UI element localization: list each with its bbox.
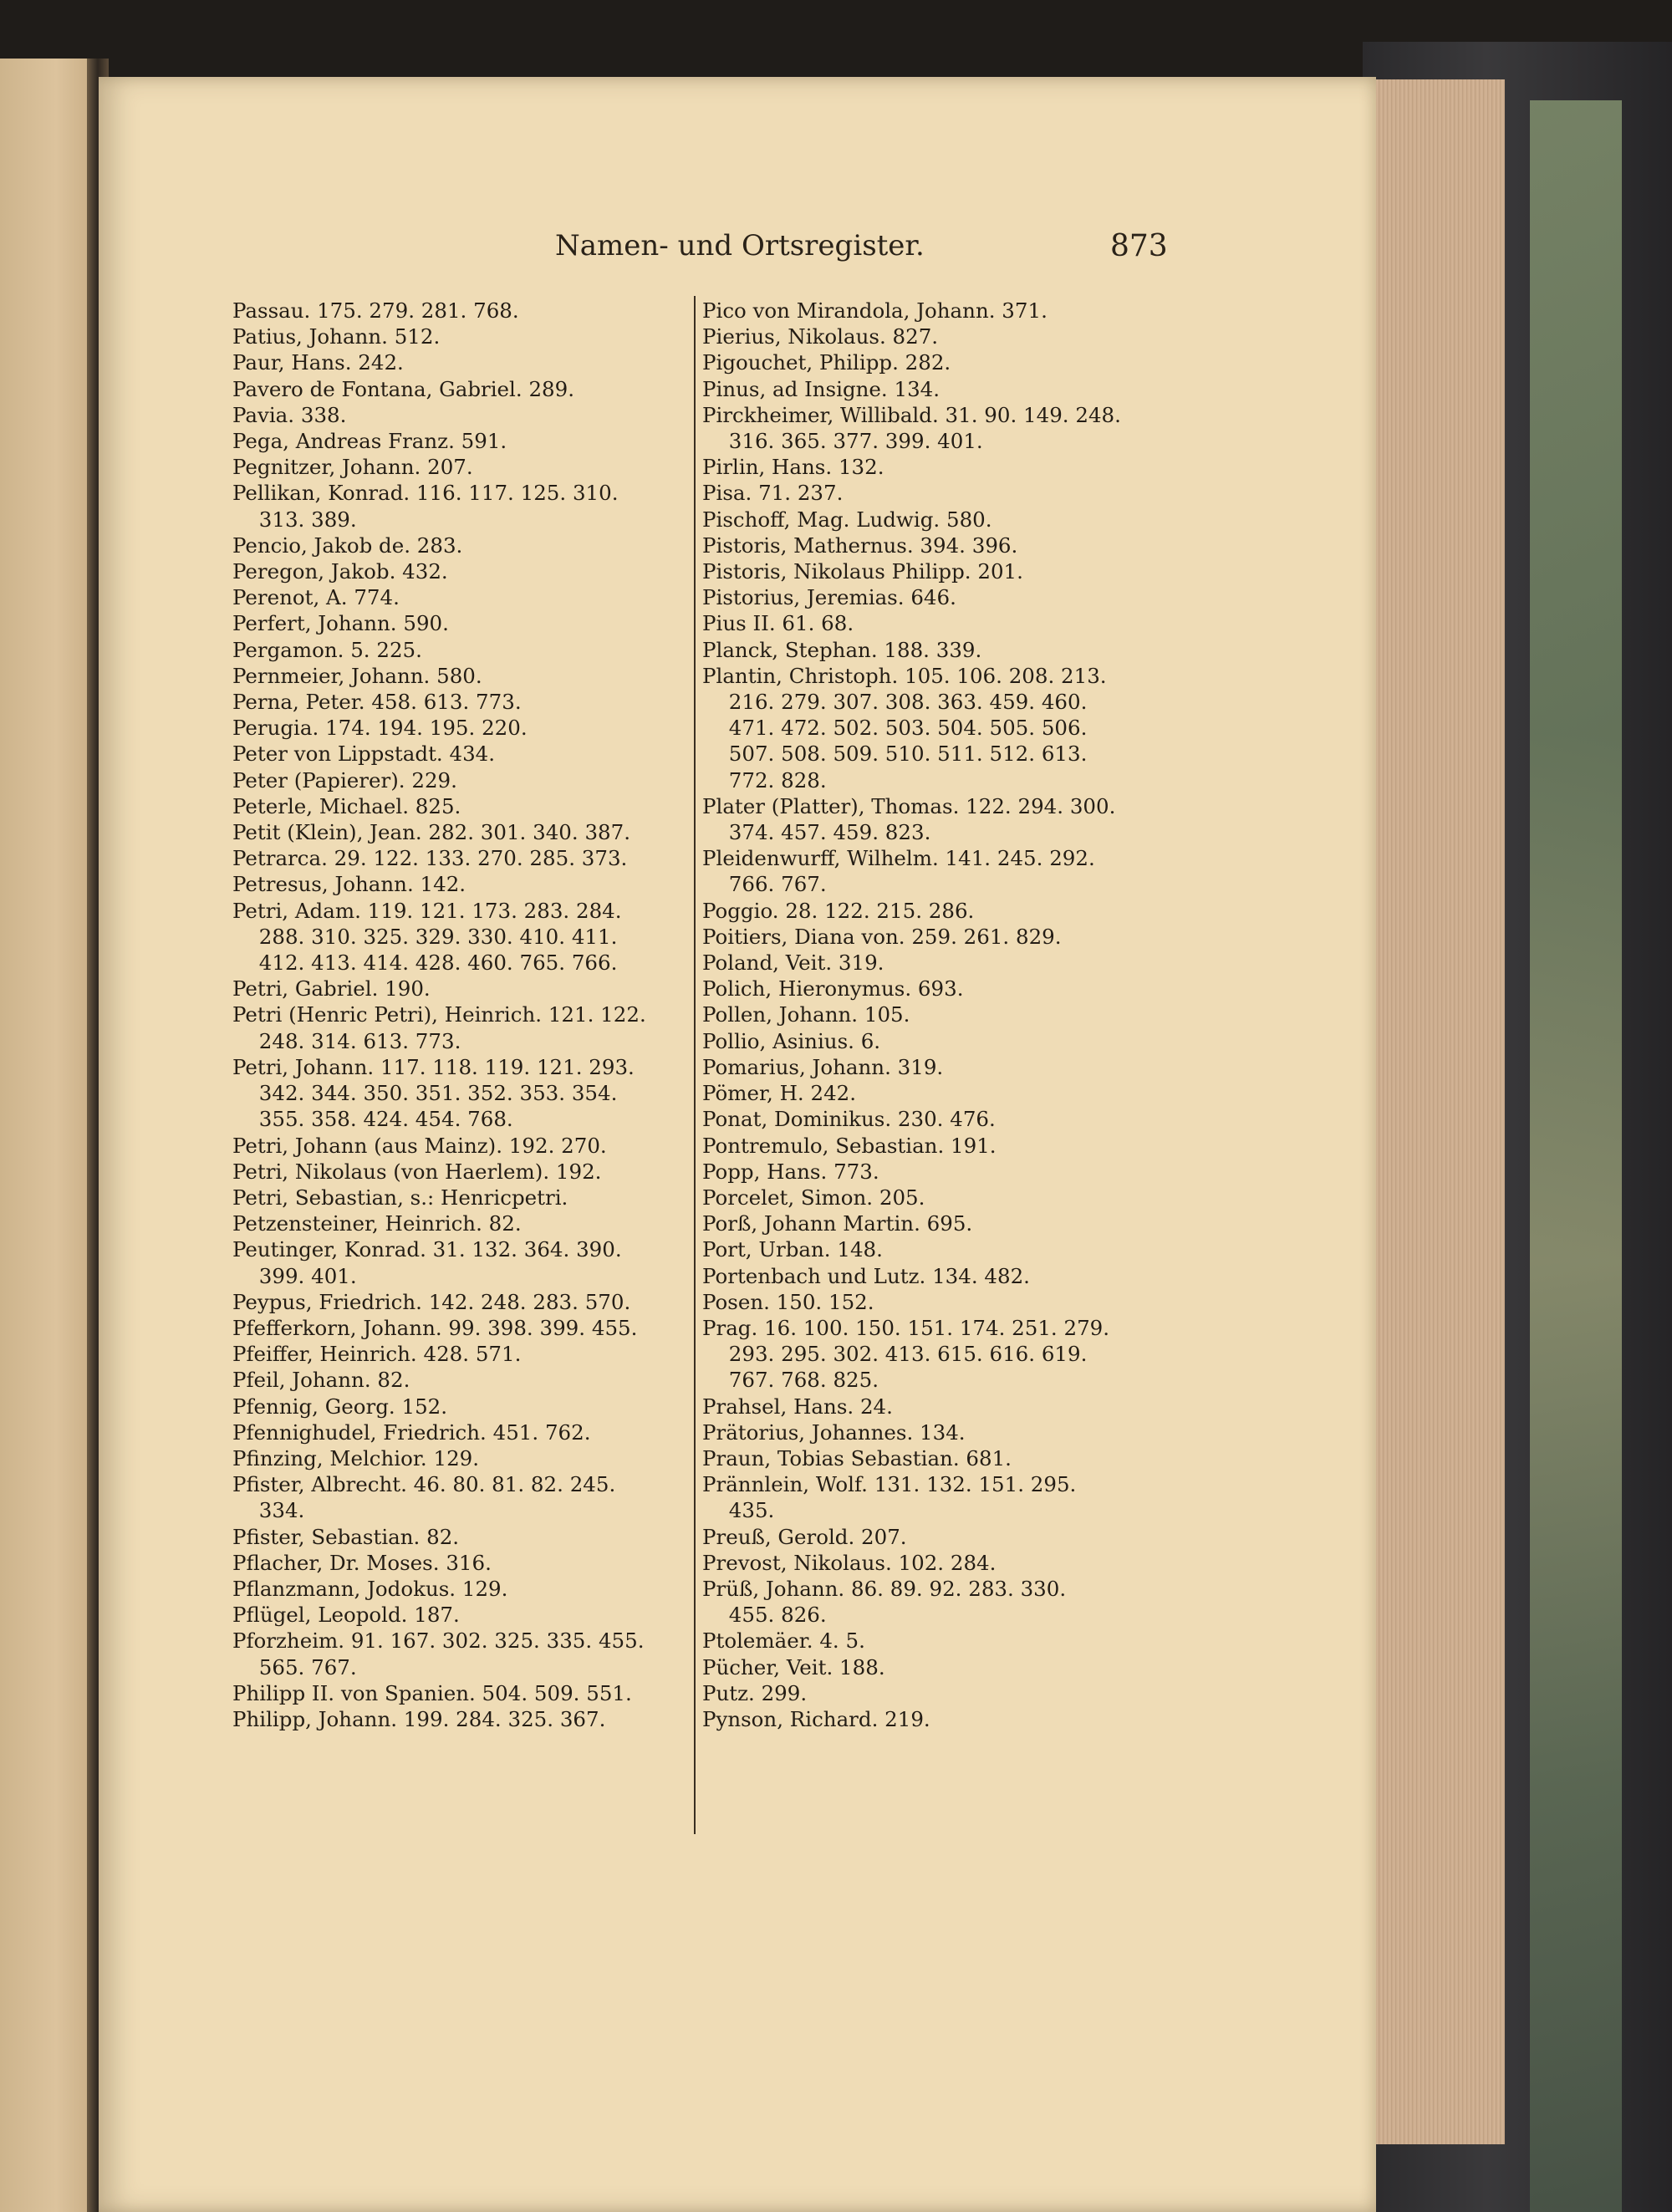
- index-entry: Pico von Mirandola, Johann. 371.: [702, 298, 1048, 323]
- index-entry: Perna, Peter. 458. 613. 773.: [232, 690, 522, 715]
- right-index-column: [702, 298, 1187, 1732]
- index-entry: Pfinzing, Melchior. 129.: [232, 1445, 480, 1470]
- index-entry: Pavia. 338.: [232, 402, 347, 427]
- index-entry: Petresus, Johann. 142.: [232, 872, 466, 897]
- index-entry: Petri, Johann. 117. 118. 119. 121. 293. 342. 344. 350. 351. 352. 353. 354. 355. 358. 424. 454. 768.: [232, 1054, 635, 1132]
- index-entry: Pernmeier, Johann. 580.: [232, 663, 482, 688]
- index-entry: Porcelet, Simon. 205.: [702, 1185, 925, 1210]
- index-entry: Petri, Adam. 119. 121. 173. 283. 284. 288. 310. 325. 329. 330. 410. 411. 412. 413. 414. 428. 460. 765. 766.: [232, 898, 622, 976]
- index-entry: Petit (Klein), Jean. 282. 301. 340. 387.: [232, 820, 630, 845]
- index-entry: Pistorius, Jeremias. 646.: [702, 585, 956, 610]
- index-entry: Pirckheimer, Willibald. 31. 90. 149. 248. 316. 365. 377. 399. 401.: [702, 402, 1121, 454]
- left-index-column: [232, 298, 717, 1732]
- index-entry: Pfefferkorn, Johann. 99. 398. 399. 455.: [232, 1315, 638, 1340]
- index-entry: Posen. 150. 152.: [702, 1289, 874, 1314]
- index-entry: Pflügel, Leopold. 187.: [232, 1603, 460, 1628]
- page-number: 873: [1110, 229, 1168, 263]
- index-entry: Pierius, Nikolaus. 827.: [702, 324, 939, 349]
- index-entry: Pflanzmann, Jodokus. 129.: [232, 1576, 508, 1601]
- index-entry: Pfister, Albrecht. 46. 80. 81. 82. 245. 334.: [232, 1472, 616, 1523]
- index-entry: Prännlein, Wolf. 131. 132. 151. 295. 435.: [702, 1472, 1077, 1523]
- index-entry: Peter von Lippstadt. 434.: [232, 742, 496, 767]
- index-entry: Pomarius, Johann. 319.: [702, 1054, 944, 1079]
- index-entry: Porß, Johann Martin. 695.: [702, 1211, 973, 1236]
- index-entry: Pellikan, Konrad. 116. 117. 125. 310. 313. 389.: [232, 481, 619, 532]
- index-entry: Prätorius, Johannes. 134.: [702, 1419, 966, 1445]
- index-entry: Pfennig, Georg. 152.: [232, 1394, 448, 1419]
- index-entry: Petzensteiner, Heinrich. 82.: [232, 1211, 522, 1236]
- index-entry: Pega, Andreas Franz. 591.: [232, 429, 507, 454]
- index-entry: Pegnitzer, Johann. 207.: [232, 455, 473, 480]
- index-entry: Ptolemäer. 4. 5.: [702, 1628, 865, 1654]
- index-entry: Poggio. 28. 122. 215. 286.: [702, 898, 975, 923]
- column-divider: [694, 296, 696, 1834]
- index-entry: Putz. 299.: [702, 1680, 808, 1705]
- index-entry: Plater (Platter), Thomas. 122. 294. 300. 374. 457. 459. 823.: [702, 793, 1116, 845]
- book-page: [99, 77, 1376, 2212]
- index-entry: Ponat, Dominikus. 230. 476.: [702, 1107, 996, 1132]
- index-entry: Pücher, Veit. 188.: [702, 1654, 885, 1679]
- index-entry: Polich, Hieronymus. 693.: [702, 976, 964, 1002]
- index-entry: Prevost, Nikolaus. 102. 284.: [702, 1550, 997, 1575]
- index-entry: Pius II. 61. 68.: [702, 611, 854, 636]
- index-entry: Pigouchet, Philipp. 282.: [702, 350, 951, 375]
- index-entry: Plantin, Christoph. 105. 106. 208. 213. 216. 279. 307. 308. 363. 459. 460. 471. 472. 502. 503. 504. 505. 506. 507. 508. 509. 510. 511. 512. 613. 772. 828.: [702, 663, 1107, 793]
- index-entry: Pfeil, Johann. 82.: [232, 1368, 410, 1393]
- index-entry: Patius, Johann. 512.: [232, 324, 441, 349]
- index-entry: Pollio, Asinius. 6.: [702, 1028, 881, 1053]
- index-entry: Pirlin, Hans. 132.: [702, 455, 884, 480]
- index-entry: Poland, Veit. 319.: [702, 951, 884, 976]
- index-entry: Petri (Henric Petri), Heinrich. 121. 122. 248. 314. 613. 773.: [232, 1002, 646, 1053]
- index-entry: Pleidenwurff, Wilhelm. 141. 245. 292. 766. 767.: [702, 846, 1095, 897]
- page-title: Namen- und Ortsregister.: [555, 229, 925, 262]
- index-entry: Pinus, ad Insigne. 134.: [702, 376, 940, 401]
- index-entry: Paur, Hans. 242.: [232, 350, 404, 375]
- index-entry: Pollen, Johann. 105.: [702, 1002, 910, 1027]
- index-entry: Petri, Gabriel. 190.: [232, 976, 431, 1002]
- index-entry: Passau. 175. 279. 281. 768.: [232, 298, 519, 323]
- index-entry: Pfeiffer, Heinrich. 428. 571.: [232, 1342, 522, 1367]
- index-entry: Pömer, H. 242.: [702, 1081, 857, 1106]
- index-entry: Pischoff, Mag. Ludwig. 580.: [702, 507, 992, 532]
- page-stack-edges: [1371, 79, 1505, 2144]
- index-entry: Peregon, Jakob. 432.: [232, 559, 448, 584]
- index-entry: Perugia. 174. 194. 195. 220.: [232, 716, 528, 741]
- index-entry: Peutinger, Konrad. 31. 132. 364. 390. 399. 401.: [232, 1237, 622, 1288]
- index-entry: Peypus, Friedrich. 142. 248. 283. 570.: [232, 1289, 631, 1314]
- index-entry: Portenbach und Lutz. 134. 482.: [702, 1263, 1030, 1288]
- index-entry: Pynson, Richard. 219.: [702, 1706, 930, 1731]
- previous-page-edge: [0, 59, 94, 2212]
- index-entry: Philipp II. von Spanien. 504. 509. 551.: [232, 1680, 632, 1705]
- cover-marbled-edge: [1530, 100, 1622, 2212]
- index-entry: Port, Urban. 148.: [702, 1237, 883, 1262]
- index-entry: Perfert, Johann. 590.: [232, 611, 449, 636]
- index-entry: Pergamon. 5. 225.: [232, 637, 422, 662]
- index-entry: Pflacher, Dr. Moses. 316.: [232, 1550, 492, 1575]
- index-entry: Preuß, Gerold. 207.: [702, 1524, 907, 1549]
- index-entry: Petri, Nikolaus (von Haerlem). 192.: [232, 1159, 602, 1184]
- index-entry: Praun, Tobias Sebastian. 681.: [702, 1445, 1012, 1470]
- index-entry: Popp, Hans. 773.: [702, 1159, 879, 1184]
- index-entry: Petri, Johann (aus Mainz). 192. 270.: [232, 1133, 607, 1158]
- index-entry: Pistoris, Mathernus. 394. 396.: [702, 533, 1018, 558]
- index-entry: Pisa. 71. 237.: [702, 481, 844, 506]
- index-entry: Philipp, Johann. 199. 284. 325. 367.: [232, 1706, 606, 1731]
- index-entry: Pencio, Jakob de. 283.: [232, 533, 463, 558]
- index-entry: Planck, Stephan. 188. 339.: [702, 637, 982, 662]
- index-entry: Perenot, A. 774.: [232, 585, 400, 610]
- index-entry: Petri, Sebastian, s.: Henricpetri.: [232, 1185, 568, 1210]
- index-entry: Pfister, Sebastian. 82.: [232, 1524, 460, 1549]
- index-entry: Poitiers, Diana von. 259. 261. 829.: [702, 924, 1062, 949]
- index-entry: Pavero de Fontana, Gabriel. 289.: [232, 376, 575, 401]
- index-entry: Peterle, Michael. 825.: [232, 793, 461, 818]
- index-entry: Prüß, Johann. 86. 89. 92. 283. 330. 455. 826.: [702, 1576, 1067, 1628]
- index-entry: Pfennighudel, Friedrich. 451. 762.: [232, 1419, 591, 1445]
- index-entry: Pforzheim. 91. 167. 302. 325. 335. 455. 565. 767.: [232, 1628, 645, 1679]
- index-entry: Petrarca. 29. 122. 133. 270. 285. 373.: [232, 846, 628, 871]
- index-entry: Peter (Papierer). 229.: [232, 767, 457, 793]
- index-entry: Prag. 16. 100. 150. 151. 174. 251. 279. 293. 295. 302. 413. 615. 616. 619. 767. 768. 825.: [702, 1315, 1110, 1393]
- index-entry: Prahsel, Hans. 24.: [702, 1394, 893, 1419]
- index-entry: Pontremulo, Sebastian. 191.: [702, 1133, 997, 1158]
- index-entry: Pistoris, Nikolaus Philipp. 201.: [702, 559, 1023, 584]
